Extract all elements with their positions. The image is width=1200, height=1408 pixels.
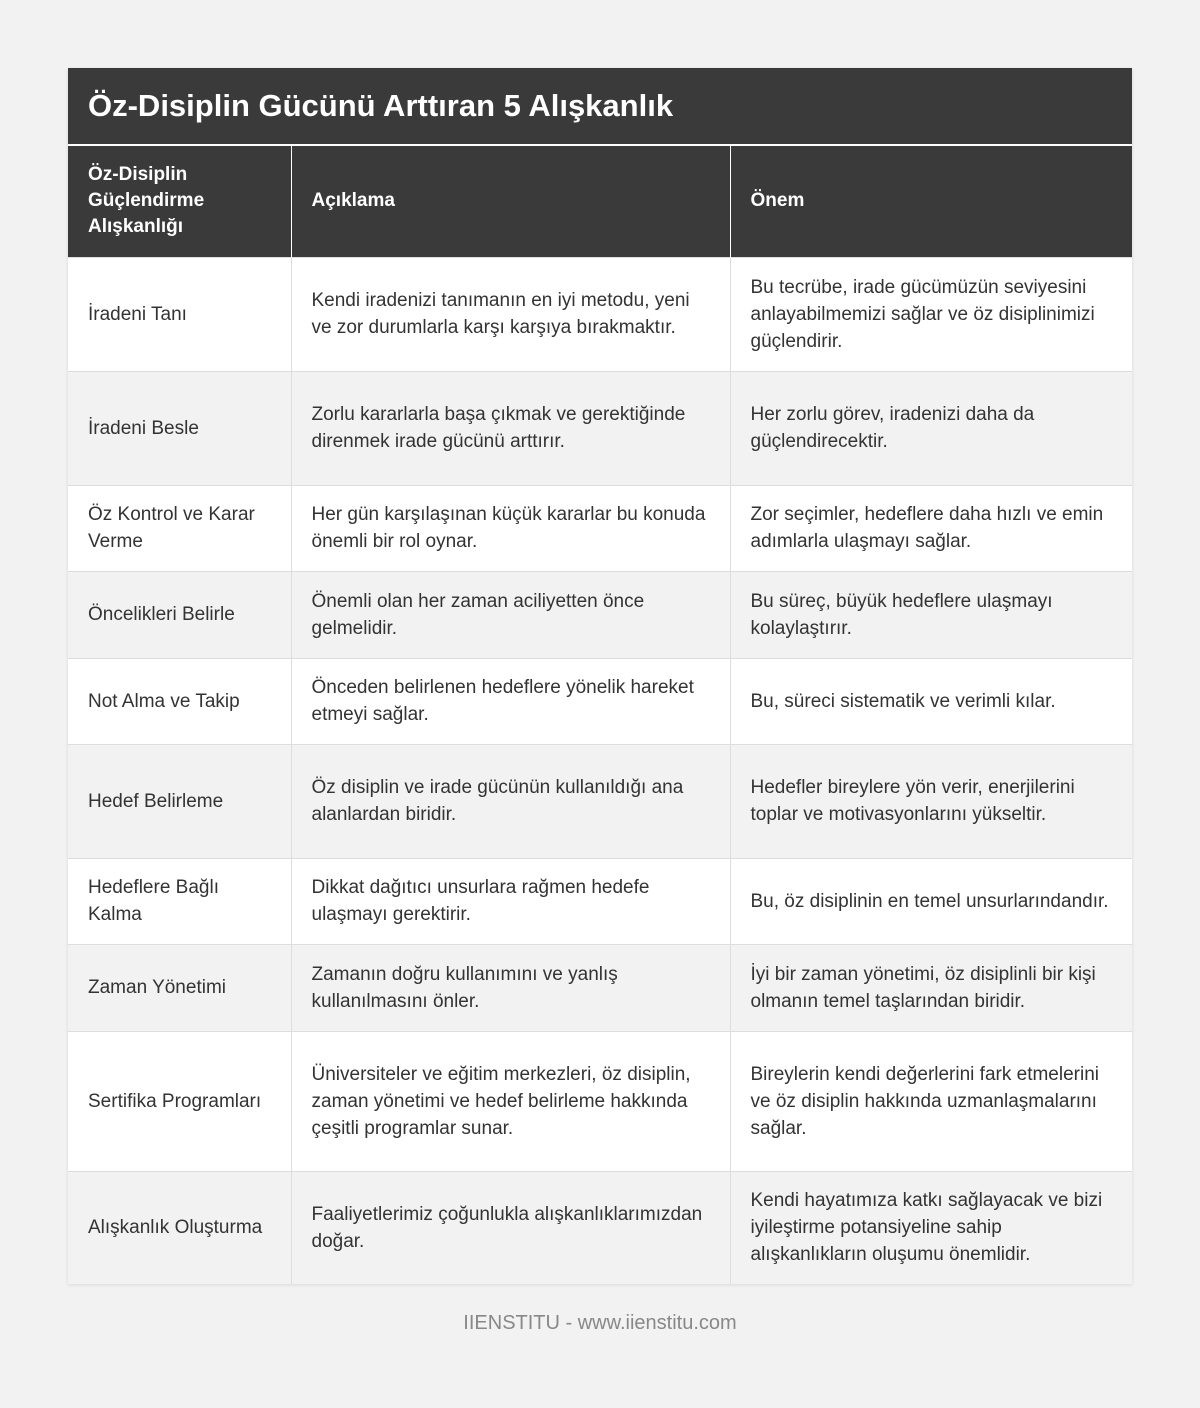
habit-cell: Hedeflere Bağlı Kalma (68, 858, 291, 944)
footer-source: IIENSTITU - www.iienstitu.com (463, 1312, 737, 1334)
description-cell: Zorlu kararlarla başa çıkmak ve gerektiğinde direnmek irade gücünü arttırır. (291, 371, 730, 485)
habit-cell: Not Alma ve Takip (68, 658, 291, 744)
habits-table (68, 144, 1132, 1284)
description-cell: Faaliyetlerimiz çoğunlukla alışkanlıklarımızdan doğar. (291, 1171, 730, 1284)
habit-cell: Öz Kontrol ve Karar Verme (68, 485, 291, 571)
table-row (68, 858, 1132, 944)
table-row (68, 371, 1132, 485)
table-row (68, 485, 1132, 571)
description-cell: Dikkat dağıtıcı unsurlara rağmen hedefe ulaşmayı gerektirir. (291, 858, 730, 944)
habit-cell: Zaman Yönetimi (68, 944, 291, 1031)
importance-cell: Bireylerin kendi değerlerini fark etmelerini ve öz disiplin hakkında uzmanlaşmalarını sağlar. (730, 1031, 1132, 1171)
habit-cell: İradeni Besle (68, 371, 291, 485)
description-cell: Kendi iradenizi tanımanın en iyi metodu, yeni ve zor durumlarla karşı karşıya bırakmaktır. (291, 257, 730, 371)
header-row (68, 145, 1132, 257)
description-cell: Her gün karşılaşınan küçük kararlar bu konuda önemli bir rol oynar. (291, 485, 730, 571)
importance-cell: İyi bir zaman yönetimi, öz disiplinli bir kişi olmanın temel taşlarından biridir. (730, 944, 1132, 1031)
importance-cell: Hedefler bireylere yön verir, enerjilerini toplar ve motivasyonlarını yükseltir. (730, 744, 1132, 858)
description-cell: Önceden belirlenen hedeflere yönelik hareket etmeyi sağlar. (291, 658, 730, 744)
table-row (68, 658, 1132, 744)
description-cell: Üniversiteler ve eğitim merkezleri, öz disiplin, zaman yönetimi ve hedef belirleme hakkında çeşitli programlar sunar. (291, 1031, 730, 1171)
importance-cell: Zor seçimler, hedeflere daha hızlı ve emin adımlarla ulaşmayı sağlar. (730, 485, 1132, 571)
description-cell: Zamanın doğru kullanımını ve yanlış kullanılmasını önler. (291, 944, 730, 1031)
importance-cell: Bu süreç, büyük hedeflere ulaşmayı kolaylaştırır. (730, 571, 1132, 658)
importance-cell: Her zorlu görev, iradenizi daha da güçlendirecektir. (730, 371, 1132, 485)
description-cell: Önemli olan her zaman aciliyetten önce gelmelidir. (291, 571, 730, 658)
table-row (68, 1031, 1132, 1171)
importance-cell: Bu, süreci sistematik ve verimli kılar. (730, 658, 1132, 744)
importance-cell: Kendi hayatımıza katkı sağlayacak ve bizi iyileştirme potansiyeline sahip alışkanlıkların oluşumu önemlidir. (730, 1171, 1132, 1284)
table-row (68, 1171, 1132, 1284)
table-title: Öz-Disiplin Gücünü Arttıran 5 Alışkanlık (68, 68, 1132, 144)
importance-cell: Bu tecrübe, irade gücümüzün seviyesini anlayabilmemizi sağlar ve öz disiplinimizi güçlendirir. (730, 257, 1132, 371)
table-card (68, 68, 1132, 1284)
habit-cell: İradeni Tanı (68, 257, 291, 371)
table-row (68, 944, 1132, 1031)
column-header-description: Açıklama (291, 145, 730, 257)
habit-cell: Alışkanlık Oluşturma (68, 1171, 291, 1284)
column-header-habit: Öz-Disiplin Güçlendirme Alışkanlığı (68, 145, 291, 257)
habit-cell: Öncelikleri Belirle (68, 571, 291, 658)
table-row (68, 571, 1132, 658)
description-cell: Öz disiplin ve irade gücünün kullanıldığı ana alanlardan biridir. (291, 744, 730, 858)
habit-cell: Hedef Belirleme (68, 744, 291, 858)
habit-cell: Sertifika Programları (68, 1031, 291, 1171)
table-row (68, 257, 1132, 371)
column-header-importance: Önem (730, 145, 1132, 257)
table-row (68, 744, 1132, 858)
importance-cell: Bu, öz disiplinin en temel unsurlarındandır. (730, 858, 1132, 944)
